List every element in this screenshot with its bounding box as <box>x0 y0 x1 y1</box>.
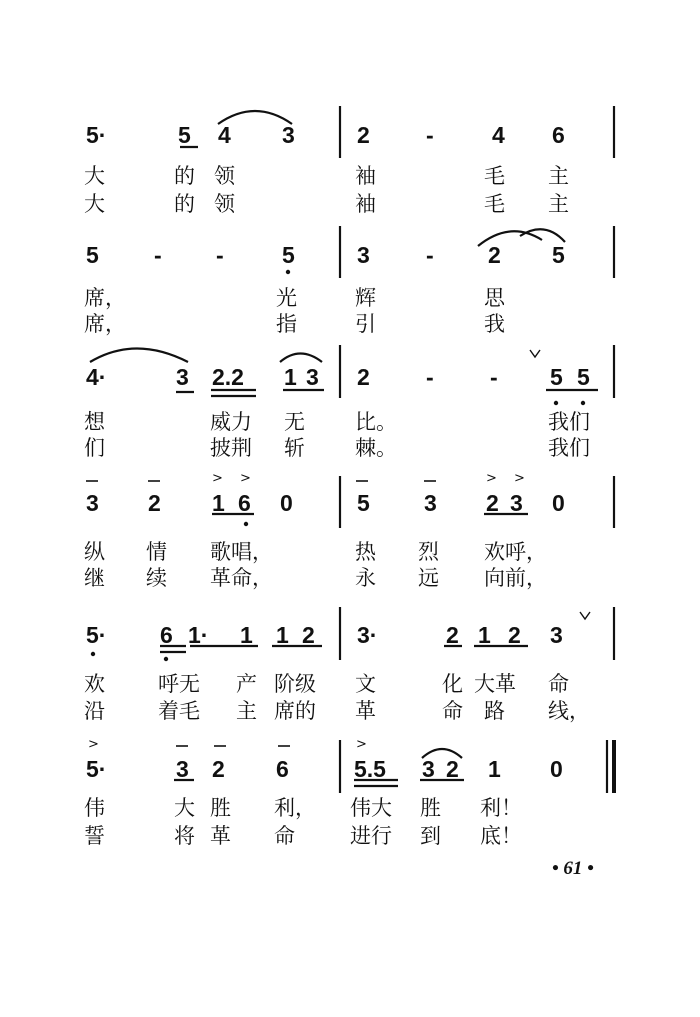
lyric: 继 <box>84 566 105 590</box>
lyric: 纵 <box>84 540 105 564</box>
note: 1 <box>284 364 297 390</box>
note: 1 <box>488 756 501 782</box>
lyric: 产 <box>236 672 257 696</box>
lyric: 热 <box>355 540 376 564</box>
note: 2 <box>508 622 521 648</box>
lyric: 胜 <box>420 796 441 820</box>
note: - <box>490 364 498 390</box>
lyric: 想 <box>84 410 105 434</box>
note: - <box>426 122 434 148</box>
lyric: 威力 <box>210 410 252 434</box>
lyric: 袖 <box>355 192 376 216</box>
note: - <box>154 242 162 268</box>
note: 2 <box>212 756 225 782</box>
lyric: 毛 <box>484 164 505 188</box>
lyric: 大 <box>174 796 195 820</box>
note: 1 <box>212 490 225 516</box>
lyric: 歌唱， <box>210 540 273 564</box>
lyric: 进行 <box>350 824 392 848</box>
lyric: 棘。 <box>355 436 397 460</box>
note: 3 <box>424 490 437 516</box>
lyric: 路 <box>484 699 505 723</box>
note: 3 <box>176 364 189 390</box>
note: 1· <box>188 622 209 648</box>
note: 3 <box>357 242 370 268</box>
page-number: • 61 • <box>552 858 594 879</box>
lyric: 烈 <box>418 540 439 564</box>
lyric: 命 <box>274 824 295 848</box>
accent-mark: > <box>356 737 367 752</box>
note: 1 <box>240 622 253 648</box>
note: 3 <box>306 364 319 390</box>
note: 5 <box>282 242 295 268</box>
lyric: 主 <box>236 699 257 723</box>
lyric: 续 <box>146 566 167 590</box>
lyric: 主 <box>548 192 569 216</box>
lyric: 的 <box>174 164 195 188</box>
note: - <box>216 242 224 268</box>
note: 5 <box>577 364 590 390</box>
note: 2 <box>446 622 459 648</box>
note: 6 <box>238 490 251 516</box>
note: 3· <box>357 622 378 648</box>
note: 5· <box>86 622 107 648</box>
lyric: 呼无 <box>158 672 200 696</box>
note: 0 <box>550 756 563 782</box>
accent-mark: > <box>486 471 497 486</box>
note: 2 <box>148 490 161 516</box>
note: 1 <box>478 622 491 648</box>
note: 5.5 <box>354 756 386 782</box>
note: 0 <box>280 490 293 516</box>
lyric: 披荆 <box>210 436 252 460</box>
lyric: 伟大 <box>350 796 392 820</box>
lyric: 席， <box>84 286 126 310</box>
lyric: 利， <box>274 796 316 820</box>
lyric: 领 <box>214 164 235 188</box>
note: 4 <box>492 122 505 148</box>
accent-mark: > <box>212 471 223 486</box>
lyric: 誓 <box>84 824 105 848</box>
note: 4· <box>86 364 107 390</box>
note: 5 <box>552 242 565 268</box>
lyric: 着毛 <box>158 699 200 723</box>
lyric: 思 <box>484 286 505 310</box>
note: 5 <box>86 242 99 268</box>
note: 2.2 <box>212 364 244 390</box>
note: 5· <box>86 756 107 782</box>
lyric: 革 <box>355 699 376 723</box>
lyric: 到 <box>420 824 441 848</box>
note: 2 <box>357 364 370 390</box>
note: 5· <box>86 122 107 148</box>
lyric: 线， <box>548 699 590 723</box>
lyric: 主 <box>548 164 569 188</box>
lyric: 指 <box>276 312 297 336</box>
lyric: 大 <box>84 192 105 216</box>
note: 3 <box>176 756 189 782</box>
lyric: 袖 <box>355 164 376 188</box>
lyric: 命 <box>548 672 569 696</box>
lyric: 大革 <box>474 672 516 696</box>
lyric: 斩 <box>284 436 305 460</box>
lyric: 席， <box>84 312 126 336</box>
note: 4 <box>218 122 231 148</box>
accent-mark: > <box>240 471 251 486</box>
note: 5 <box>357 490 370 516</box>
lyric: 情 <box>146 540 167 564</box>
lyric: 命 <box>442 699 463 723</box>
lyric: 将 <box>174 824 195 848</box>
note: 2 <box>446 756 459 782</box>
lyric: 文 <box>355 672 376 696</box>
note: 6 <box>552 122 565 148</box>
lyric: 席的 <box>274 699 316 723</box>
note: - <box>426 364 434 390</box>
lyric: 伟 <box>84 796 105 820</box>
accent-mark: > <box>514 471 525 486</box>
lyric: 欢呼， <box>484 540 547 564</box>
note: 2 <box>357 122 370 148</box>
lyric: 永 <box>355 566 376 590</box>
lyric: 大 <box>84 164 105 188</box>
note: 3 <box>86 490 99 516</box>
lyric: 远 <box>418 566 439 590</box>
lyric: 领 <box>214 192 235 216</box>
lyric: 胜 <box>210 796 231 820</box>
lyric: 比。 <box>355 410 397 434</box>
lyric: 沿 <box>84 699 105 723</box>
note: 1 <box>276 622 289 648</box>
note: 5 <box>178 122 191 148</box>
lyric: 辉 <box>355 286 376 310</box>
note: 3 <box>510 490 523 516</box>
lyric: 们 <box>84 436 105 460</box>
lyric: 引 <box>355 312 376 336</box>
lyric: 光 <box>276 286 297 310</box>
accent-mark: > <box>88 737 99 752</box>
note: 5 <box>550 364 563 390</box>
lyric: 欢 <box>84 672 105 696</box>
note: 3 <box>422 756 435 782</box>
lyric: 革命， <box>210 566 273 590</box>
note: 2 <box>302 622 315 648</box>
lyric: 化 <box>442 672 463 696</box>
note: - <box>426 242 434 268</box>
note: 2 <box>486 490 499 516</box>
lyric: 我们 <box>548 410 590 434</box>
lyric: 底！ <box>480 824 522 848</box>
lyric: 革 <box>210 824 231 848</box>
lyric: 毛 <box>484 192 505 216</box>
lyric: 的 <box>174 192 195 216</box>
note: 0 <box>552 490 565 516</box>
lyric: 我 <box>484 312 505 336</box>
lyric: 阶级 <box>274 672 316 696</box>
note: 6 <box>160 622 173 648</box>
note: 3 <box>282 122 295 148</box>
lyric: 无 <box>284 410 305 434</box>
note: 6 <box>276 756 289 782</box>
lyric: 我们 <box>548 436 590 460</box>
note: 2 <box>488 242 501 268</box>
lyric: 向前， <box>484 566 547 590</box>
note: 3 <box>550 622 563 648</box>
lyric: 利！ <box>480 796 522 820</box>
